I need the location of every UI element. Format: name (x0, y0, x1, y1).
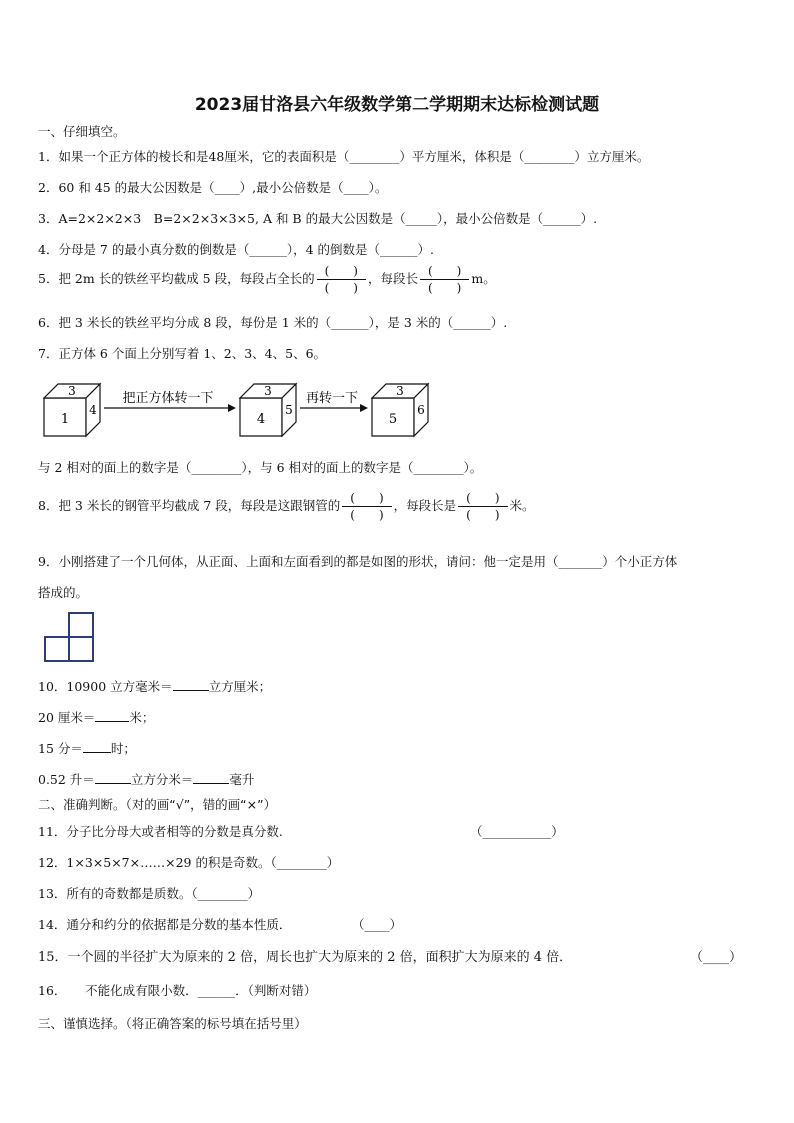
fraction-denominator: ( ) (324, 281, 358, 295)
q10-d-middle: 立方分米＝ (130, 772, 194, 787)
q10-a-text: 10．10900 立方毫米＝ (38, 679, 173, 694)
question-4: 4．分母是 7 的最小真分数的倒数是（______），4 的倒数是（______）. (38, 242, 435, 257)
q10-c-unit: 时； (110, 741, 136, 756)
answer-blank (95, 709, 129, 723)
question-3: 3．A=2×2×2×3 B=2×2×3×3×5, A 和 B 的最大公因数是（_____），最小公倍数是（______）. (38, 211, 598, 226)
arrow-1-label: 把正方体转一下 (122, 391, 214, 406)
fraction-denominator: ( ) (350, 508, 384, 522)
fraction-denominator: ( ) (428, 281, 462, 295)
q10-b-unit: 米； (129, 710, 155, 725)
question-10-a (38, 677, 271, 695)
q8-fraction-2 (458, 492, 507, 521)
q5-text-b: ，每段长 (367, 271, 418, 286)
fraction-numerator: ( ) (317, 265, 366, 280)
question-11: 11．分子比分母大或者相等的分数是真分数. (38, 824, 283, 839)
cube-2 (240, 384, 296, 436)
q8-text-c: 米。 (509, 498, 535, 513)
answer-blank (83, 740, 111, 754)
question-15-answer: （____） (690, 950, 743, 965)
cube-1-side-number: 4 (89, 403, 97, 417)
q5-text-c: m。 (471, 271, 496, 286)
q10-b-text: 20 厘米＝ (38, 710, 96, 725)
q8-fraction-1 (342, 492, 391, 521)
q5-fraction-2 (420, 265, 469, 294)
cube-1-top-number: 3 (68, 384, 76, 398)
l-shape-view-figure (44, 612, 96, 664)
question-9: 9．小刚搭建了一个几何体，从正面、上面和左面看到的都是如图的形状，请问：他一定是用（_______）个小正方体 (38, 554, 678, 569)
q8-text-b: ，每段长是 (393, 498, 457, 513)
question-2: 2．60 和 45 的最大公因数是（____）,最小公倍数是（____）。 (38, 180, 388, 195)
question-14: 14．通分和约分的依据都是分数的基本性质． (38, 917, 292, 932)
question-7: 7．正方体 6 个面上分别写着 1、2、3、4、5、6。 (38, 346, 327, 361)
question-15: 15．一个圆的半径扩大为原来的 2 倍，周长也扩大为原来的 2 倍，面积扩大为原来的 4 倍． (38, 950, 573, 965)
q5-fraction-1 (317, 265, 366, 294)
question-16: 16． 不能化成有限小数．______．（判断对错） (38, 983, 317, 998)
cube-2-top-number: 3 (264, 384, 272, 398)
cube-1-front-number: 1 (60, 412, 70, 427)
question-13: 13．所有的奇数都是质数。（________） (38, 886, 261, 901)
page-title: 2023届甘洛县六年级数学第二学期期末达标检测试题 (194, 95, 600, 115)
answer-blank (95, 771, 131, 785)
answer-blank (173, 678, 209, 692)
arrow-2 (300, 391, 368, 412)
cube-rotation-figure (38, 378, 438, 440)
question-5 (38, 265, 496, 294)
question-9-continued: 搭成的。 (38, 585, 89, 600)
fraction-numerator: ( ) (458, 492, 507, 507)
cube-3-front-number: 5 (388, 412, 398, 427)
question-10-c (38, 739, 136, 757)
q10-a-unit: 立方厘米； (208, 679, 272, 694)
question-11-answer: （___________） (470, 824, 564, 839)
q5-text-a: 5．把 2m 长的铁丝平均截成 5 段，每段占全长的 (38, 271, 315, 286)
cube-3-side-number: 6 (417, 403, 425, 417)
q8-text-a: 8．把 3 米长的钢管平均截成 7 段，每段是这跟钢管的 (38, 498, 341, 513)
arrow-1 (104, 390, 236, 412)
question-6: 6．把 3 米长的铁丝平均分成 8 段，每份是 1 米的（______），是 3 米的（______）. (38, 315, 508, 330)
section-2-heading: 二、准确判断。（对的画“√”，错的画“×”） (38, 797, 277, 812)
answer-blank (193, 771, 229, 785)
question-12: 12．1×3×5×7×……×29 的积是奇数。（________） (38, 855, 340, 870)
cube-2-side-number: 5 (285, 403, 293, 417)
section-3-heading: 三、谨慎选择。（将正确答案的标号填在括号里） (38, 1016, 307, 1031)
cube-3-top-number: 3 (396, 384, 404, 398)
cube-2-front-number: 4 (256, 412, 266, 427)
q10-c-text: 15 分＝ (38, 741, 83, 756)
q10-d-text: 0.52 升＝ (38, 772, 95, 787)
fraction-denominator: ( ) (466, 508, 500, 522)
question-10-b (38, 708, 154, 726)
question-8 (38, 492, 535, 521)
question-7-answer-line: 与 2 相对的面上的数字是（________），与 6 相对的面上的数字是（________）。 (38, 460, 483, 475)
cube-1 (44, 384, 100, 436)
section-1-heading: 一、仔细填空。 (38, 124, 126, 139)
fraction-numerator: ( ) (342, 492, 391, 507)
cube-3 (372, 384, 428, 436)
question-10-d (38, 770, 254, 788)
arrow-2-label: 再转一下 (305, 391, 359, 406)
question-1: 1．如果一个正方体的棱长和是48厘米，它的表面积是（________）平方厘米，体积是（________）立方厘米。 (38, 149, 650, 164)
fraction-numerator: ( ) (420, 265, 469, 280)
question-14-answer: （____） (352, 917, 403, 932)
q10-d-unit: 毫升 (229, 772, 255, 787)
